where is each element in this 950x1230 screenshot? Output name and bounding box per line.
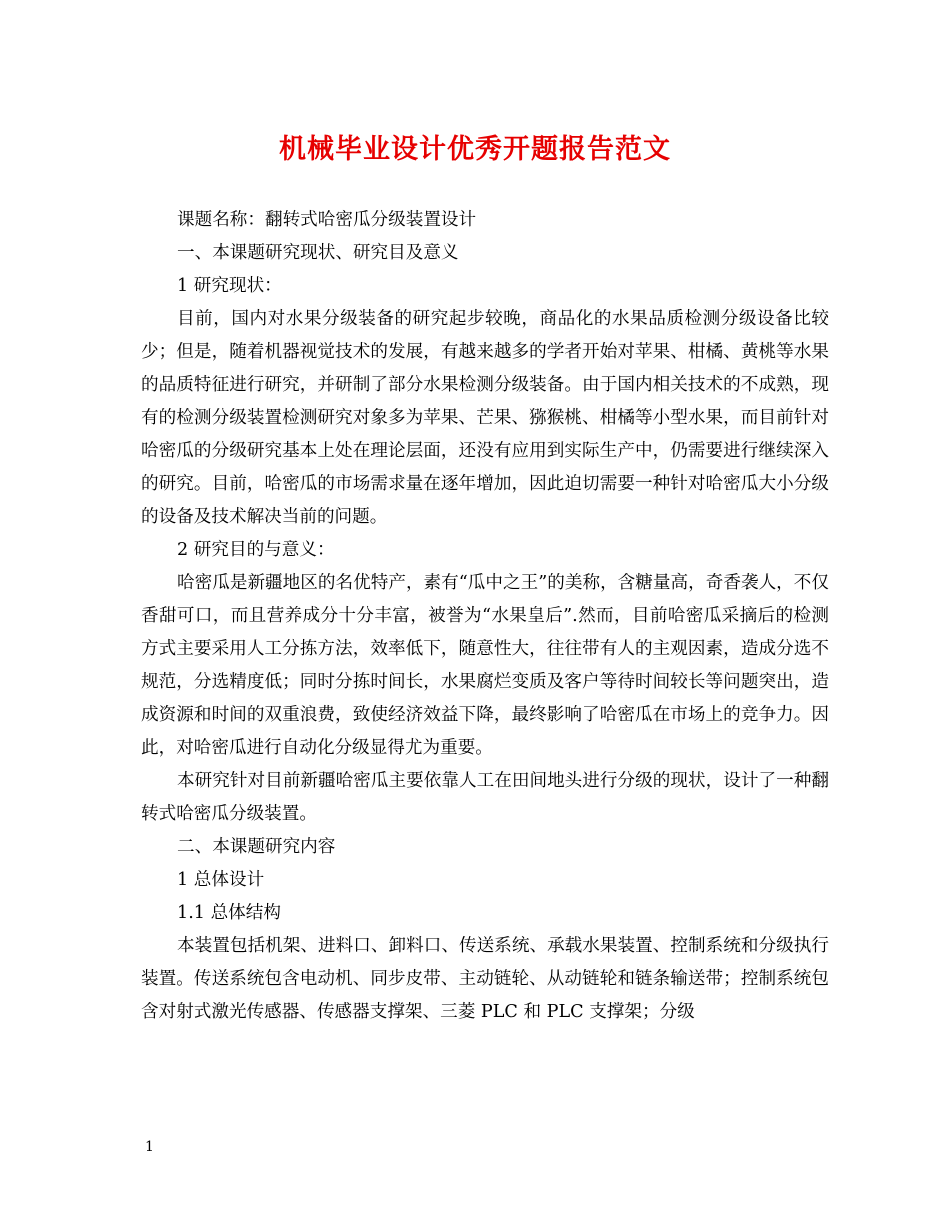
subsection-heading-2-1-1: 1.1 总体结构: [177, 903, 281, 923]
document-body: [141, 204, 829, 1029]
section-heading-1: 一、本课题研究现状、研究目及意义: [177, 243, 459, 263]
topic-line: 课题名称：翻转式哈密瓜分级装置设计: [177, 210, 477, 230]
subsection-heading-1-1: 1 研究现状：: [177, 276, 282, 296]
subsection-heading-1-2: 2 研究目的与意义：: [177, 540, 335, 560]
section-heading-2: 二、本课题研究内容: [177, 837, 336, 857]
paragraph-research-design: 本研究针对目前新疆哈密瓜主要依靠人工在田间地头进行分级的现状，设计了一种翻转式哈密瓜分级装置。: [141, 771, 829, 824]
paragraph-overall-structure: 本装置包括机架、进料口、卸料口、传送系统、承载水果装置、控制系统和分级执行装置。传送系统包含电动机、同步皮带、主动链轮、从动链轮和链条输送带；控制系统包含对射式激光传感器、传感器支撑架、三菱 PLC 和 PLC 支撑架；分级: [141, 936, 829, 1022]
page-number: 1: [145, 1139, 154, 1155]
paragraph-research-status: 目前，国内对水果分级装备的研究起步较晚，商品化的水果品质检测分级设备比较少；但是，随着机器视觉技术的发展，有越来越多的学者开始对苹果、柑橘、黄桃等水果的品质特征进行研究，并研制了部分水果检测分级装备。由于国内相关技术的不成熟，现有的检测分级装置检测研究对象多为苹果、芒果、猕猴桃、柑橘等小型水果，而目前针对哈密瓜的分级研究基本上处在理论层面，还没有应用到实际生产中，仍需要进行继续深入的研究。目前，哈密瓜的市场需求量在逐年增加，因此迫切需要一种针对哈密瓜大小分级的设备及技术解决当前的问题。: [141, 309, 829, 527]
subsection-heading-2-1: 1 总体设计: [177, 870, 265, 890]
document-title: 机械毕业设计优秀开题报告范文: [279, 134, 671, 165]
paragraph-research-purpose: 哈密瓜是新疆地区的名优特产，素有“瓜中之王”的美称，含糖量高，奇香袭人，不仅香甜可口，而且营养成分十分丰富，被誉为“水果皇后”.然而，目前哈密瓜采摘后的检测方式主要采用人工分拣方法，效率低下，随意性大，往往带有人的主观因素，造成分选不规范，分选精度低；同时分拣时间长，水果腐烂变质及客户等待时间较长等问题突出，造成资源和时间的双重浪费，致使经济效益下降，最终影响了哈密瓜在市场上的竞争力。因此，对哈密瓜进行自动化分级显得尤为重要。: [141, 573, 829, 758]
